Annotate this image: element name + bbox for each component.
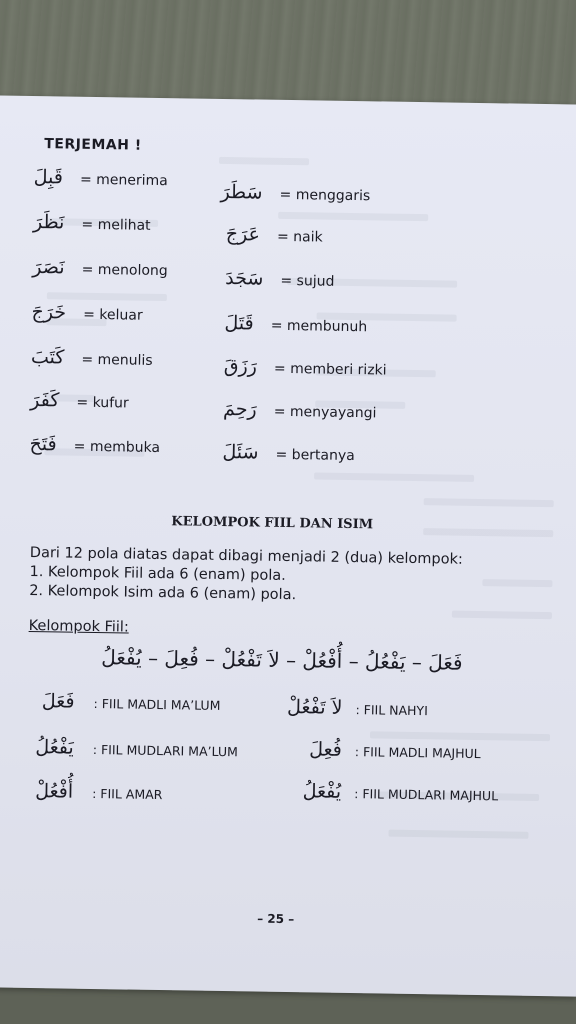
terjemah-heading: TERJEMAH ! (44, 136, 142, 154)
form-label: : FIIL MUDLARI MA’LUM (92, 741, 238, 760)
form-label: : FIIL NAHYI (355, 702, 428, 719)
book-page (0, 95, 576, 996)
meaning: = melihat (81, 216, 151, 234)
arabic-word: كَتَبَ (30, 345, 65, 369)
meaning: = memberi rizki (273, 360, 387, 379)
arabic-word: فَتَحَ (29, 432, 57, 456)
arabic-word: نَصَرَ (32, 255, 65, 279)
fiil-pattern-line: فَعَلَ – يَفْعُلُ – أُفْعُلْ – لاَ تَفْعُلْ – فُعِلَ – يُفْعَلُ (101, 645, 463, 675)
fiil-form-entry (23, 780, 163, 804)
fiil-form-entry (261, 780, 498, 806)
vocab-entry (34, 166, 168, 190)
arabic-word: قَبِلَ (33, 165, 64, 189)
fiil-form-entry (24, 736, 238, 761)
section-title: KELOMPOK FIIL DAN ISIM (171, 514, 374, 533)
form-label: : FIIL MUDLARI MAJHUL (354, 786, 499, 804)
arabic-form: يَفْعُلُ (35, 736, 74, 759)
arabic-form: فَعَلَ (41, 690, 75, 713)
meaning: = menulis (81, 351, 153, 369)
vocab-entry (224, 312, 367, 336)
meaning: = membuka (73, 438, 161, 456)
meaning: = keluar (83, 306, 143, 324)
meaning: = bertanya (275, 446, 355, 465)
vocab-entry (33, 211, 151, 235)
arabic-word: رَزَقَ (223, 354, 258, 378)
fiil-form-entry (262, 696, 428, 721)
vocab-entry (32, 256, 168, 280)
arabic-form: لاَ تَفْعُلْ (286, 696, 343, 719)
meaning: = menggaris (279, 186, 371, 205)
arabic-word: نَظَرَ (32, 210, 65, 234)
meaning: = sujud (280, 272, 335, 290)
vocab-entry (225, 267, 335, 291)
vocab-entry (30, 389, 129, 413)
arabic-word: خَرَجَ (31, 300, 67, 324)
arabic-word: سَطَرَ (220, 180, 263, 204)
arabic-word: عَرَجَ (225, 223, 261, 246)
arabic-word: سَئَلَ (222, 440, 259, 464)
vocab-entry (220, 181, 370, 205)
arabic-word: قَتَلَ (224, 311, 254, 335)
vocab-entry (224, 355, 387, 380)
meaning: = kufur (76, 394, 129, 412)
arabic-form: أُفْعُلْ (35, 780, 74, 803)
meaning: = menerima (79, 171, 168, 190)
arabic-form: فُعِلَ (308, 738, 342, 761)
vocab-entry (223, 398, 377, 422)
meaning: = menyayangi (273, 403, 377, 422)
meaning: = naik (276, 228, 323, 246)
meaning: = menolong (81, 261, 168, 280)
fiil-form-entry (24, 690, 220, 715)
table-surface-top (0, 0, 576, 110)
arabic-form: يُفْعَلُ (302, 780, 342, 803)
form-label: : FIIL MADLI MAJHUL (354, 744, 481, 762)
arabic-word: سَجَدَ (225, 267, 264, 290)
section-intro: Dari 12 pola diatas dapat dibagi menjadi 2 (dua) kelompok: (29, 544, 463, 568)
vocab-entry (31, 346, 153, 370)
form-label: : FIIL AMAR (92, 785, 163, 803)
arabic-word: رَحِمَ (222, 397, 257, 421)
list-item: 2. Kelompok Isim ada 6 (enam) pola. (29, 582, 297, 604)
vocab-entry (31, 301, 142, 325)
page-number: – 25 – (257, 911, 295, 927)
form-label: : FIIL MADLI MA’LUM (93, 695, 221, 713)
arabic-word: كَفَرَ (30, 388, 60, 412)
list-item: 1. Kelompok Fiil ada 6 (enam) pola. (29, 563, 286, 584)
vocab-entry (29, 433, 160, 457)
meaning: = membunuh (270, 317, 368, 336)
kelompok-fiil-heading: Kelompok Fiil: (28, 617, 129, 636)
fiil-form-entry (262, 738, 481, 763)
vocab-entry (226, 223, 323, 247)
vocab-entry (222, 441, 355, 465)
